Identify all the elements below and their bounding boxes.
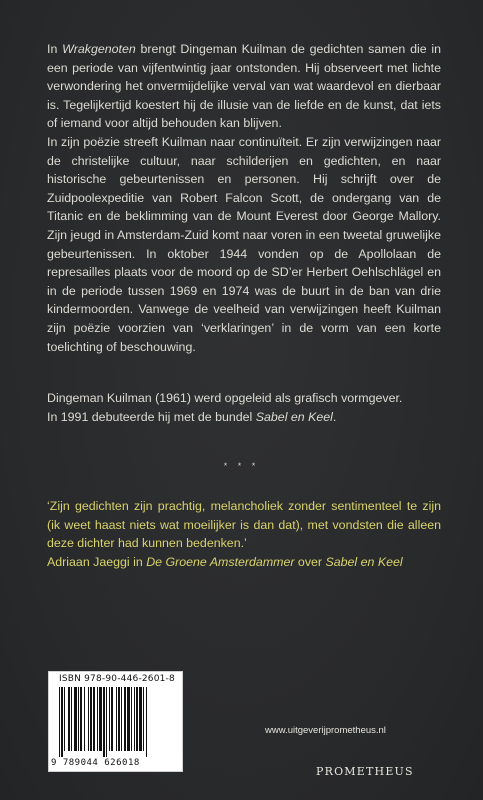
- barcode-bar: [80, 687, 82, 751]
- barcode-bar: [64, 687, 65, 751]
- blurb: [47, 40, 441, 356]
- publication-name: De Groene Amsterdammer: [146, 554, 295, 569]
- barcode-bar: [139, 687, 142, 751]
- barcode-bar: [124, 687, 126, 751]
- barcode-icon: [59, 687, 175, 757]
- barcode-bar: [106, 687, 107, 757]
- barcode-bar: [71, 687, 72, 751]
- bio-line-2-prefix: In 1991 debuteerde hij met de bundel: [47, 409, 256, 424]
- barcode-bar: [88, 687, 89, 751]
- barcode-bar: [136, 687, 138, 751]
- bio-line-1: Dingeman Kuilman (1961) werd opgeleid als grafisch vormgever.: [47, 391, 403, 405]
- isbn-text: ISBN 978-90-446-2601-8: [59, 674, 175, 684]
- barcode-label: [48, 671, 183, 772]
- reviewed-book-title: Sabel en Keel: [325, 554, 403, 569]
- review-quote: [47, 497, 441, 571]
- barcode-bar: [97, 687, 98, 751]
- publisher-url[interactable]: www.uitgeverijprometheus.nl: [265, 725, 386, 736]
- publisher-logo: PROMETHEUS: [316, 765, 414, 778]
- barcode-bar: [84, 687, 85, 751]
- barcode-bar: [134, 687, 135, 751]
- barcode-digits: 9 789044 626018: [51, 758, 140, 768]
- debut-title: Sabel en Keel: [255, 409, 333, 424]
- barcode-bar: [99, 687, 102, 751]
- barcode-bar: [146, 687, 147, 757]
- barcode-bar: [127, 687, 130, 751]
- blurb-paragraph-2: In zijn poëzie streeft Kuilman naar continuïteit. Er zijn verwijzingen naar de christelijke cultuur, naar schilderijen en gedichten, en naar historische gebeurtenissen en personen. Hij schrijft over de Zuidpoolexpeditie van Robert Falcon Scott, de ondergang van de Titanic en de beklimming van de Mount Everest door George Mallory. Zijn jeugd in Amsterdam-Zuid komt naar voren in een tweetal gruwelijke gebeurtenissen. In oktober 1944 vonden op de Apollolaan de represailles plaats voor de moord op de SD’er Herbert Oehlschlägel en in de periode tussen 1969 en 1974 was de buurt in de ban van drie kindermoorden. Vanwege de veelheid van verwijzingen heeft Kuilman zijn poëzie voorzien van ‘verklaringen’ in de vorm van een korte toelichting of beschouwing.: [47, 134, 441, 354]
- section-separator: * * *: [223, 461, 260, 471]
- barcode-bar: [109, 687, 110, 751]
- book-title: Wrakgenoten: [62, 42, 136, 56]
- attribution-prefix: Adriaan Jaeggi in: [47, 554, 147, 569]
- barcode-bar: [131, 687, 132, 751]
- quote-attribution: [47, 553, 441, 572]
- barcode-bar: [90, 687, 92, 751]
- blurb-paragraph-1-text: brengt Dingeman Kuilman de gedichten samen die in een periode van vijfentwintig jaar ontstonden. Hij observeert met lichte verwondering het onvermijdelijke verval van wat waardevol en dierbaar is. Tegelijkertijd koestert hij de illusie van de liefde en de kunst, dat iets of iemand voor altijd behouden kan blijven.: [47, 42, 441, 131]
- barcode-bar: [121, 687, 122, 751]
- blurb-paragraph-1: [47, 40, 441, 133]
- barcode-bar: [111, 687, 113, 751]
- barcode-bar: [59, 687, 60, 757]
- barcode-bar: [103, 687, 105, 757]
- barcode-bar: [78, 687, 79, 751]
- barcode-bar: [61, 687, 63, 757]
- bio-line-2: [47, 408, 441, 427]
- blurb-prefix: In: [47, 42, 63, 56]
- quote-text: ‘Zijn gedichten zijn prachtig, melancholiek zonder sentimenteel te zijn (ik weet haast niets wat moeilijker is dan dat), met vondsten die alleen deze dichter had kunnen bedenken.’: [47, 499, 441, 551]
- barcode-bar: [118, 687, 120, 751]
- bio-line-2-suffix: .: [332, 409, 337, 424]
- barcode-bar: [143, 687, 144, 751]
- barcode-bar: [68, 687, 70, 751]
- attribution-mid: over: [294, 554, 326, 569]
- author-bio: [47, 389, 441, 426]
- barcode-bar: [116, 687, 117, 751]
- barcode-bar: [93, 687, 95, 751]
- barcode-bar: [74, 687, 77, 751]
